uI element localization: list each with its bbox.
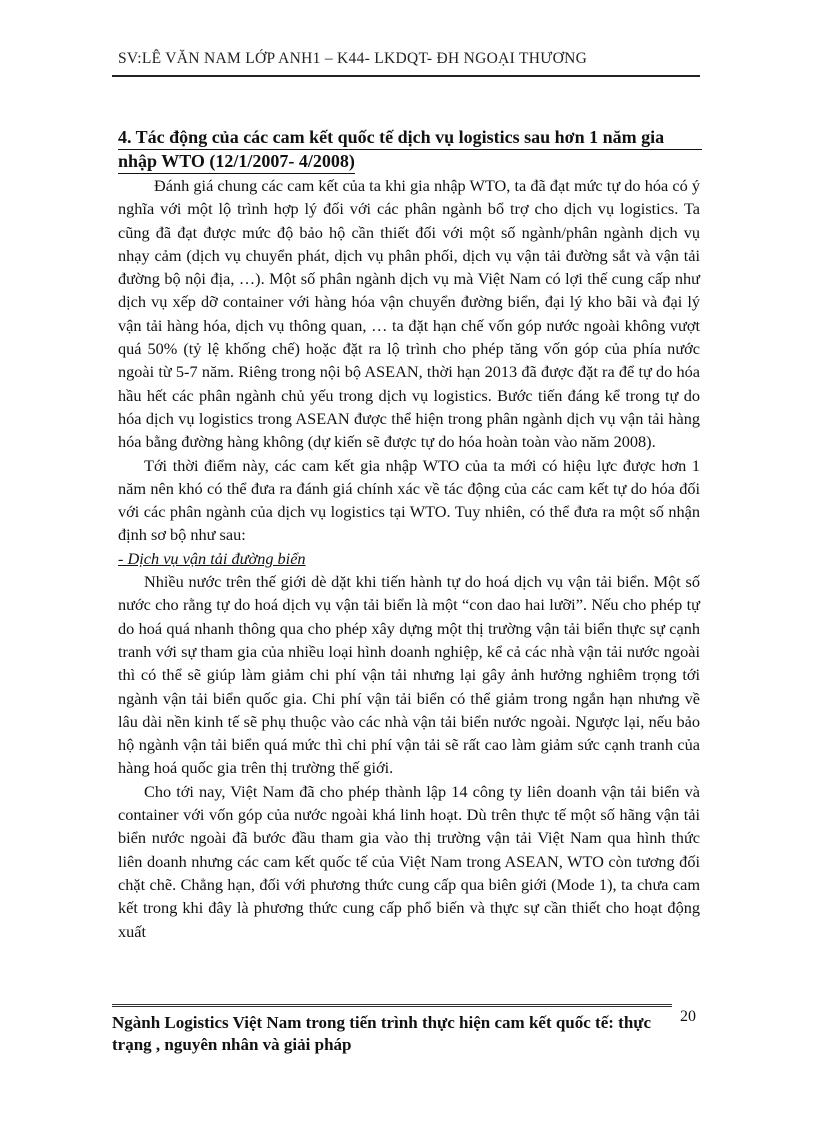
paragraph: Tới thời điểm này, các cam kết gia nhập WTO của ta mới có hiệu lực được hơn 1 năm nên khó có thể đưa ra đánh giá chính xác về tác động của các cam kết tự do hóa đối với các phân ngành của dịch vụ logistics tại WTO. Tuy nhiên, có thể đưa ra một số nhận định sơ bộ như sau: bbox=[118, 455, 700, 545]
paragraph: Đánh giá chung các cam kết của ta khi gia nhập WTO, ta đã đạt mức tự do hóa có ý nghĩa với một lộ trình hợp lý đối với các phân ngành bổ trợ cho dịch vụ logistics. Ta cũng đã đạt được mức độ bảo hộ cần thiết đối với một số ngành/phân ngành dịch vụ nhạy cảm (dịch vụ chuyển phát, dịch vụ phân phối, dịch vụ vận tải đường sắt và vận tải đường bộ nội địa, …). Một số phân ngành dịch vụ mà Việt Nam có lợi thế cung cấp như dịch vụ xếp dỡ container với hàng hóa vận chuyển đường biển, đại lý kho bãi và đại lý vận tải hàng hóa, dịch vụ thông quan, … ta đặt hạn chế vốn góp nước ngoài không vượt quá 50% (tỷ lệ khống chế) hoặc đặt ra lộ trình cho phép tăng vốn góp của phía nước ngoài từ 5-7 năm. Riêng trong nội bộ ASEAN, thời hạn 2013 đã được đặt ra để tự do hóa hầu hết các phân ngành chủ yếu trong dịch vụ logistics. Bước tiến đáng kể trong tự do hóa dịch vụ logistics trong ASEAN được thể hiện trong phân ngành dịch vụ vận tải hàng hóa bằng đường hàng không (dự kiến sẽ được tự do hóa hoàn toàn vào năm 2008). bbox=[118, 176, 700, 452]
page-number: 20 bbox=[680, 1008, 696, 1025]
footer-rule bbox=[112, 1004, 672, 1005]
subheading-text: - Dịch vụ vận tải đường biển bbox=[118, 548, 306, 568]
subheading bbox=[118, 547, 700, 570]
header-rule bbox=[112, 75, 700, 77]
page-footer: Ngành Logistics Việt Nam trong tiến trình thực hiện cam kết quốc tế: thực trạng , nguyên nhân và giải pháp bbox=[112, 1013, 652, 1054]
section-title-line-2: nhập WTO (12/1/2007- 4/2008) bbox=[118, 150, 355, 174]
page-header: SV:LÊ VĂN NAM LỚP ANH1 – K44- LKDQT- ĐH NGOẠI THƯƠNG bbox=[118, 50, 588, 67]
body-text bbox=[118, 174, 700, 943]
paragraph: Nhiều nước trên thế giới dè dặt khi tiến hành tự do hoá dịch vụ vận tải biển. Một số nước cho rằng tự do hoá dịch vụ vận tải biển là một “con dao hai lưỡi”. Nếu cho phép tự do hoá quá nhanh thông qua cho phép xây dựng một thị trường vận tải biển thực sự cạnh tranh với sự tham gia của nhiều loại hình doanh nghiệp, kể cả các nhà vận tải nước ngoài thì có thể sẽ giúp làm giảm chi phí vận tải nhưng lại gây ảnh hưởng nghiêm trọng tới ngành vận tải biển quốc gia. Chi phí vận tải biển có thể giảm trong ngắn hạn nhưng về lâu dài nền kinh tế sẽ phụ thuộc vào các nhà vận tải biển nước ngoài. Ngược lại, nếu bảo hộ ngành vận tải biển quá mức thì chi phí vận tải sẽ rất cao làm giảm sức cạnh tranh của hàng hoá quốc gia trên thị trường thế giới. bbox=[118, 572, 700, 778]
section-title-line-1: 4. Tác động của các cam kết quốc tế dịch vụ logistics sau hơn 1 năm gia bbox=[118, 126, 702, 150]
section-title bbox=[118, 126, 702, 174]
footer-rule bbox=[112, 1006, 672, 1007]
paragraph: Cho tới nay, Việt Nam đã cho phép thành lập 14 công ty liên doanh vận tải biển và container với vốn góp của nước ngoài khá linh hoạt. Dù trên thực tế một số hãng vận tải biển nước ngoài đã bước đầu tham gia vào thị trường vận tải Việt Nam qua hình thức liên doanh nhưng các cam kết quốc tế của Việt Nam trong ASEAN, WTO còn tương đối chặt chẽ. Chẳng hạn, đối với phương thức cung cấp qua biên giới (Mode 1), ta chưa cam kết trong khi đây là phương thức cung cấp phổ biến và thực sự cần thiết cho hoạt động xuất bbox=[118, 781, 700, 941]
